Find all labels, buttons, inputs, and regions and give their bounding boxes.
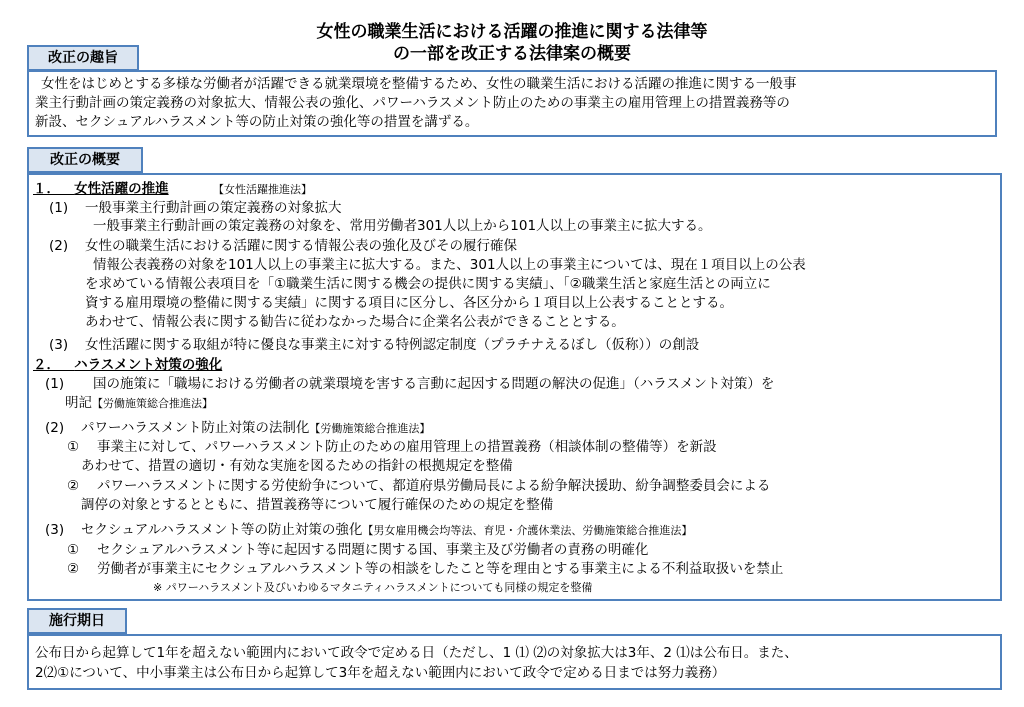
section-1-title: 女性活躍の推進: [74, 181, 169, 197]
item-1-1-title: 一般事業主行動計画の策定義務の対象拡大: [85, 200, 342, 216]
item-1-2-line-4: あわせて、情報公表に関する勧告に従わなかった場合に企業名公表ができることとする。: [85, 314, 625, 330]
item-2-2-i1: 事業主に対して、パワーハラスメント防止のための雇用管理上の措置義務（相談体制の整備等）を新設: [97, 439, 717, 455]
item-2-1-line-1: 国の施策に「職場における労働者の就業環境を害する言動に起因する問題の解決の促進」（ハラスメント対策）を: [93, 376, 775, 392]
item-2-2-i2: パワーハラスメントに関する労使紛争について、都道府県労働局長による紛争解決援助、紛争調整委員会による: [97, 478, 771, 494]
section-1-heading: [33, 180, 193, 198]
item-2-1-num: (1): [45, 376, 65, 392]
purpose-box: [27, 70, 997, 137]
item-2-2-i1b: あわせて、措置の適切・有効な実施を図るための指針の根拠規定を整備: [81, 458, 513, 474]
item-2-2-title: パワーハラスメント防止対策の法制化: [81, 420, 310, 436]
item-2-1-line-2-text: 明記: [65, 395, 92, 411]
effective-box: [27, 634, 1002, 690]
section-1-num: １．: [33, 181, 60, 197]
page-title-line1: 女性の職業生活における活躍の推進に関する法律等: [316, 22, 708, 42]
item-2-2-i2b: 調停の対象とするとともに、措置義務等について履行確保のための規定を整備: [81, 497, 554, 513]
item-2-3-i2: 労働者が事業主にセクシュアルハラスメント等の相談をしたこと等を理由とする事業主による不利益取扱いを禁止: [97, 561, 784, 577]
item-1-2-line-2: を求めている情報公表項目を「①職業生活に関する機会の提供に関する実績」、「②職業生活と家庭生活との両立に: [85, 276, 771, 292]
item-1-1-num: (1): [49, 200, 69, 216]
item-2-2-law: 【労働施策総合推進法】: [309, 422, 431, 435]
item-2-2-i1-num: ①: [67, 439, 80, 455]
item-2-3-heading: [81, 521, 692, 540]
item-1-2-line-1: 情報公表義務の対象を101人以上の事業主に拡大する。また、301人以上の事業主については、現在１項目以上の公表: [93, 257, 806, 273]
purpose-label: 改正の趣旨: [27, 45, 139, 71]
purpose-line-3: 新設、セクシュアルハラスメント等の防止対策の強化等の措置を講ずる。: [35, 114, 479, 130]
item-1-3-title: 女性活躍に関する取組が特に優良な事業主に対する特例認定制度（プラチナえるぼし（仮称））の創設: [85, 337, 700, 353]
item-2-2-heading: [81, 419, 430, 438]
section-2-title: ハラスメント対策の強化: [74, 357, 223, 373]
section-1-law: 【女性活躍推進法】: [213, 183, 312, 196]
effective-line-1: 公布日から起算して1年を超えない範囲内において政令で定める日（ただし、1 ⑴ ⑵の対象拡大は3年、2 ⑴は公布日。また、: [35, 645, 798, 661]
effective-label: 施行期日: [27, 608, 127, 634]
item-2-1-line-2: [65, 394, 213, 413]
item-2-3-i1: セクシュアルハラスメント等に起因する問題に関する国、事業主及び労働者の責務の明確化: [97, 542, 649, 558]
item-2-2-num: (2): [45, 420, 65, 436]
item-2-1-law: 【労働施策総合推進法】: [92, 397, 213, 410]
item-1-2-num: (2): [49, 238, 69, 254]
item-2-3-law: 【男女雇用機会均等法、育児・介護休業法、労働施策総合推進法】: [362, 524, 693, 537]
purpose-line-1: 女性をはじめとする多様な労働者が活躍できる就業環境を整備するため、女性の職業生活における活躍の推進に関する一般事: [41, 76, 797, 92]
item-1-2-title: 女性の職業生活における活躍に関する情報公表の強化及びその履行確保: [85, 238, 517, 254]
item-1-2-line-3: 資する雇用環境の整備に関する実績」に関する項目に区分し、各区分から１項目以上公表することとする。: [85, 295, 733, 311]
item-1-3-num: (3): [49, 337, 69, 353]
effective-line-2: 2⑵①について、中小事業主は公布日から起算して3年を超えない範囲内において政令で定める日までは努力義務）: [35, 665, 726, 681]
purpose-line-2: 業主行動計画の策定義務の対象拡大、情報公表の強化、パワーハラスメント防止のための事業主の雇用管理上の措置義務等の: [35, 95, 790, 111]
section-2-heading: [33, 356, 283, 374]
section-2-num: ２．: [33, 357, 60, 373]
item-2-2-i2-num: ②: [67, 478, 80, 494]
item-2-3-i2-num: ②: [67, 561, 80, 577]
item-2-3-num: (3): [45, 522, 65, 538]
item-2-3-i1-num: ①: [67, 542, 80, 558]
item-1-1-body: 一般事業主行動計画の策定義務の対象を、常用労働者301人以上から101人以上の事業主に拡大する。: [93, 218, 712, 234]
page-title-line2: の一部を改正する法律案の概要: [393, 44, 631, 64]
overview-label: 改正の概要: [27, 147, 143, 173]
item-2-3-note: ※ パワーハラスメント及びいわゆるマタニティハラスメントについても同様の規定を整備: [153, 581, 593, 594]
overview-box: [27, 173, 1002, 601]
item-2-3-title: セクシュアルハラスメント等の防止対策の強化: [81, 522, 363, 538]
